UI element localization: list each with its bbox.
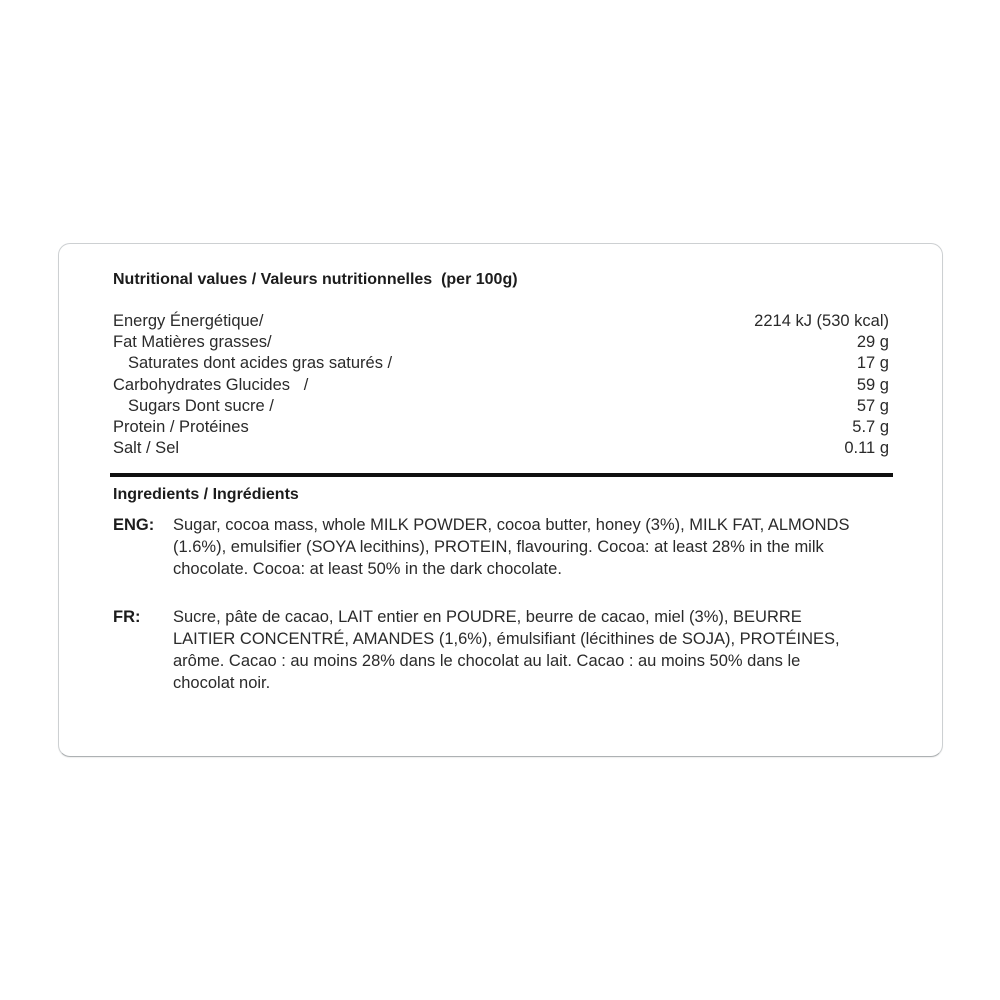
row-label: Carbohydrates Glucides / <box>113 375 309 394</box>
nutrition-table <box>113 311 889 459</box>
table-row-energy <box>113 311 889 332</box>
table-row-fat <box>113 332 889 353</box>
nutrition-label-card <box>58 243 943 757</box>
fr-text <box>173 606 942 694</box>
table-row-protein <box>113 417 889 438</box>
fr-line: Sucre, pâte de cacao, LAIT entier en POUDRE, beurre de cacao, miel (3%), BEURRE <box>173 608 802 626</box>
table-row-carbohydrates <box>113 375 889 396</box>
row-value: 17 g <box>856 354 889 373</box>
row-label: Fat Matières grasses/ <box>113 333 272 352</box>
table-row-saturates <box>113 353 889 374</box>
row-value: 0.11 g <box>844 439 889 458</box>
eng-line: (1.6%), emulsifier (SOYA lecithins), PROTEIN, flavouring. Cocoa: at least 28% in the milk <box>173 538 824 556</box>
row-label: Protein / Protéines <box>113 417 249 436</box>
row-value: 2214 kJ (530 kcal) <box>754 312 889 330</box>
table-row-salt <box>113 438 889 459</box>
fr-line: arôme. Cacao : au moins 28% dans le chocolat au lait. Cacao : au moins 50% dans le <box>173 652 801 670</box>
fr-line: LAITIER CONCENTRÉ, AMANDES (1,6%), émulsifiant (lécithines de SOJA), PROTÉINES, <box>173 630 840 648</box>
row-label: Saturates dont acides gras saturés / <box>128 354 393 373</box>
eng-line: chocolate. Cocoa: at least 50% in the dark chocolate. <box>173 560 562 578</box>
row-value: 5.7 g <box>852 417 889 436</box>
row-label: Salt / Sel <box>113 439 180 458</box>
row-value: 57 g <box>856 396 889 415</box>
section-divider <box>110 473 893 477</box>
eng-label: ENG: <box>113 516 155 534</box>
eng-line: Sugar, cocoa mass, whole MILK POWDER, cocoa butter, honey (3%), MILK FAT, ALMONDS <box>173 516 850 534</box>
row-label: Energy Énergétique/ <box>113 312 264 330</box>
eng-text <box>173 514 942 580</box>
ingredients-title: Ingredients / Ingrédients <box>113 486 299 503</box>
row-label: Sugars Dont sucre / <box>128 396 274 415</box>
row-value: 59 g <box>856 375 889 394</box>
row-value: 29 g <box>856 333 889 352</box>
nutrition-values-title: Nutritional values / Valeurs nutritionnelles (per 100g) <box>113 271 518 288</box>
fr-label: FR: <box>113 608 141 626</box>
table-row-sugars <box>113 396 889 417</box>
fr-line: chocolat noir. <box>173 674 271 692</box>
